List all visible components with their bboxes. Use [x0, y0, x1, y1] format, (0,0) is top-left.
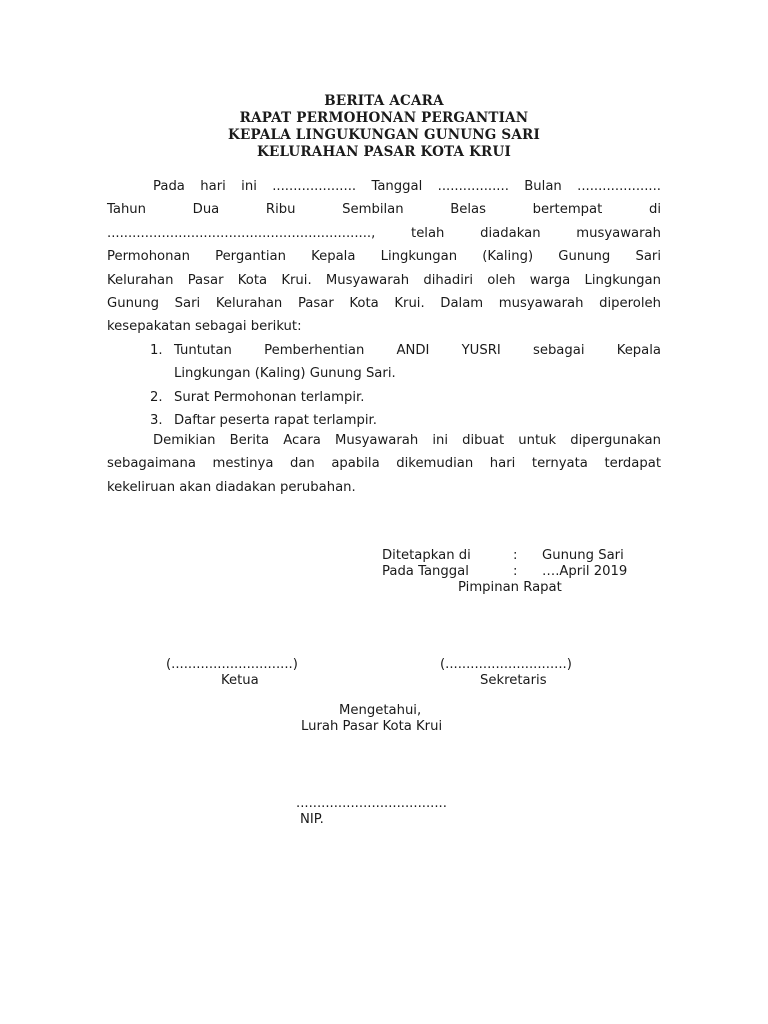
- title-line-1: BERITA ACARA: [324, 93, 444, 109]
- paragraph-line: Demikian Berita Acara Musyawarah ini dibuat untuk dipergunakan: [153, 433, 661, 448]
- tanggal-label: Pada Tanggal: [382, 564, 469, 579]
- ketua-signature-blank: (.............................): [166, 657, 298, 672]
- title-line-4: KELURAHAN PASAR KOTA KRUI: [257, 144, 511, 160]
- paragraph-line: sebagaimana mestinya dan apabila dikemudian hari ternyata terdapat: [107, 456, 661, 472]
- ketua-label: Ketua: [221, 673, 259, 688]
- list-text: Daftar peserta rapat terlampir.: [174, 413, 377, 429]
- agreement-list: [150, 339, 661, 433]
- paragraph-line: ..............................................................., telah diadakan musyawarah: [107, 225, 661, 241]
- title-line-3: KEPALA LINGUKUNGAN GUNUNG SARI: [228, 127, 540, 143]
- paragraph-line: Permohonan Pergantian Kepala Lingkungan (Kaling) Gunung Sari: [107, 249, 661, 265]
- tanggal-colon: :: [513, 564, 518, 579]
- paragraph-line: Pada hari ini .................... Tanggal ................. Bulan ....................: [153, 179, 661, 194]
- ditetapkan-value: Gunung Sari: [542, 548, 624, 563]
- paragraph-line: Tahun Dua Ribu Sembilan Belas bertempat di: [107, 202, 661, 218]
- pimpinan-rapat: Pimpinan Rapat: [458, 580, 562, 595]
- lurah-title: Lurah Pasar Kota Krui: [301, 719, 443, 734]
- title-line-2: RAPAT PERMOHONAN PERGANTIAN: [239, 110, 529, 126]
- tanggal-value: ….April 2019: [542, 564, 628, 579]
- list-item: [150, 339, 661, 386]
- lurah-signature-blank: ....................................: [296, 796, 447, 811]
- list-number: 1.: [150, 343, 163, 358]
- paragraph-line: Gunung Sari Kelurahan Pasar Kota Krui. Dalam musyawarah diperoleh: [107, 296, 661, 312]
- ditetapkan-label: Ditetapkan di: [382, 548, 471, 563]
- list-number: 3.: [150, 413, 163, 429]
- list-text: Tuntutan Pemberhentian ANDI YUSRI sebagai Kepala: [174, 343, 661, 358]
- mengetahui-label: Mengetahui,: [339, 703, 422, 718]
- sekretaris-label: Sekretaris: [480, 673, 547, 688]
- sekretaris-signature-blank: (.............................): [440, 657, 572, 672]
- opening-paragraph: [107, 175, 661, 339]
- list-number: 2.: [150, 389, 163, 405]
- list-text: Lingkungan (Kaling) Gunung Sari.: [174, 366, 396, 382]
- closing-paragraph: [107, 429, 661, 499]
- list-text: Surat Permohonan terlampir.: [174, 389, 365, 405]
- document-title: [0, 93, 768, 161]
- ditetapkan-colon: :: [513, 548, 518, 563]
- paragraph-line: kekeliruan akan diadakan perubahan.: [107, 479, 356, 495]
- nip-label: NIP.: [300, 812, 324, 827]
- paragraph-line: Kelurahan Pasar Kota Krui. Musyawarah dihadiri oleh warga Lingkungan: [107, 272, 661, 288]
- paragraph-line: kesepakatan sebagai berikut:: [107, 319, 302, 335]
- list-item: [150, 386, 661, 409]
